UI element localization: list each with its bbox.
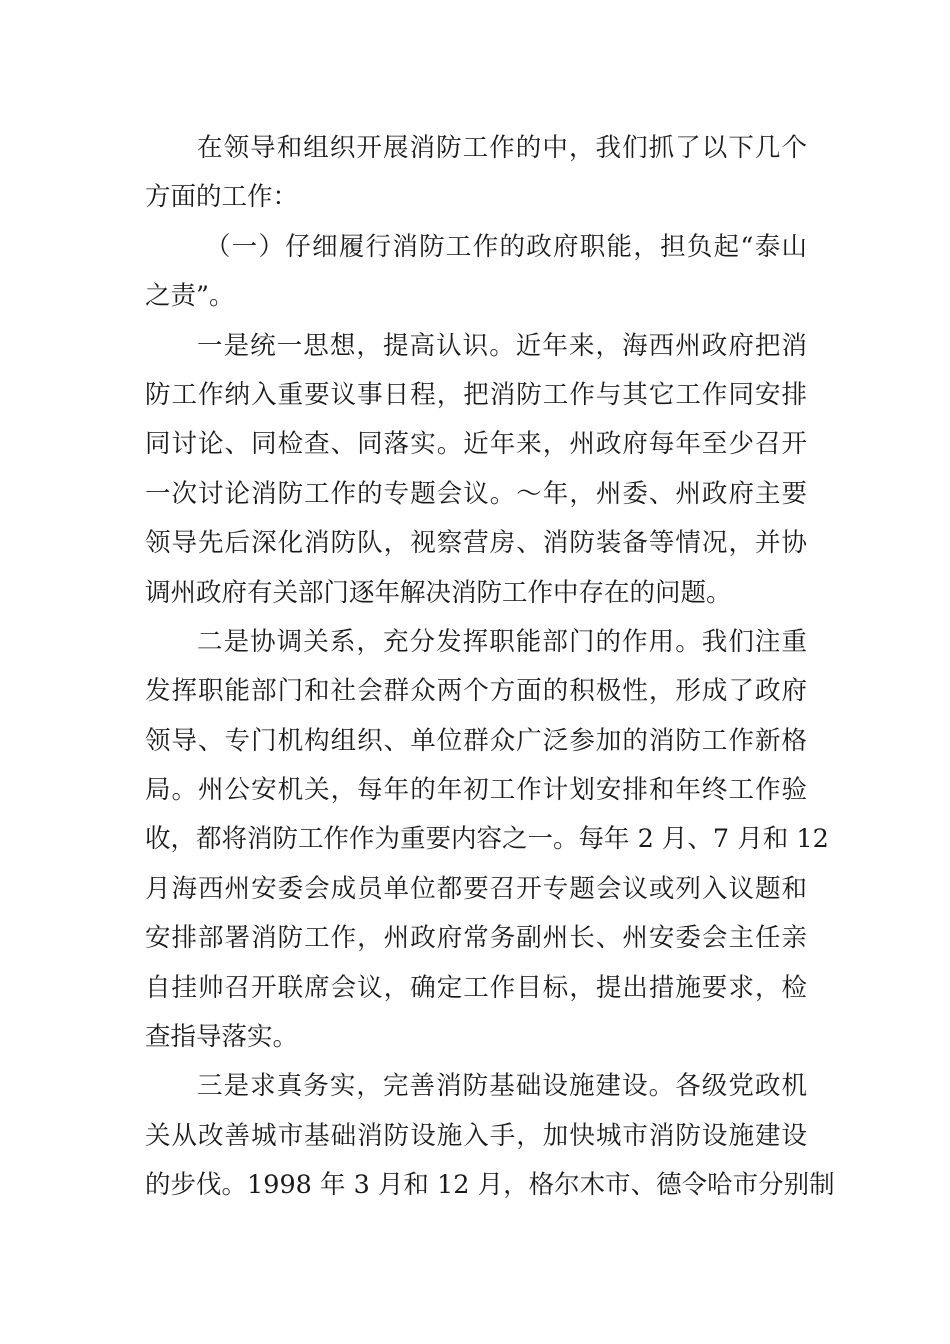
paragraph-3-line-4: 局。州公安机关，每年的年初工作计划安排和年终工作验 [145,775,807,806]
paragraph-1-line-1: 在领导和组织开展消防工作的中，我们抓了以下几个 [197,133,807,163]
heading-1-line-2: 之责”。 [145,281,235,312]
paragraph-3-line-5: 收，都将消防工作作为重要内容之一。每年 2 月、7 月和 12 [145,824,829,855]
paragraph-2-line-1: 一是统一思想，提高认识。近年来，海西州政府把消 [197,330,807,361]
paragraph-2-line-5: 领导先后深化消防队，视察营房、消防装备等情况，并协 [145,528,807,559]
document-body [145,124,835,1211]
paragraph-4-line-3: 的步伐。1998 年 3 月和 12 月，格尔木市、德令哈市分别制 [145,1170,835,1201]
paragraph-3-line-6: 月海西州安委会成员单位都要召开专题会议或列入议题和 [145,873,807,904]
paragraph-3-line-2: 发挥职能部门和社会群众两个方面的积极性，形成了政府 [145,676,807,707]
paragraph-4-line-1: 三是求真务实，完善消防基础设施建设。各级党政机 [197,1071,807,1102]
paragraph-2-line-3: 同讨论、同检查、同落实。近年来，州政府每年至少召开 [145,429,807,460]
paragraph-3-line-9: 查指导落实。 [145,1022,299,1053]
paragraph-4-line-2: 关从改善城市基础消防设施入手，加快城市消防设施建设 [145,1120,807,1151]
paragraph-3-line-7: 安排部署消防工作，州政府常务副州长、州安委会主任亲 [145,923,807,954]
paragraph-3-line-8: 自挂帅召开联席会议，确定工作目标，提出措施要求，检 [145,972,807,1003]
paragraph-3-line-1: 二是协调关系，充分发挥职能部门的作用。我们注重 [197,626,807,657]
paragraph-2-line-2: 防工作纳入重要议事日程，把消防工作与其它工作同安排 [145,379,807,410]
paragraph-3-line-3: 领导、专门机构组织、单位群众广泛参加的消防工作新格 [145,725,807,756]
paragraph-1-line-2: 方面的工作： [145,182,299,213]
paragraph-2-line-6: 调州政府有关部门逐年解决消防工作中存在的问题。 [145,577,732,608]
paragraph-2-line-4: 一次讨论消防工作的专题会议。～年，州委、州政府主要 [145,478,807,509]
heading-1-line-1: （一）仔细履行消防工作的政府职能，担负起“泰山 [205,231,807,262]
